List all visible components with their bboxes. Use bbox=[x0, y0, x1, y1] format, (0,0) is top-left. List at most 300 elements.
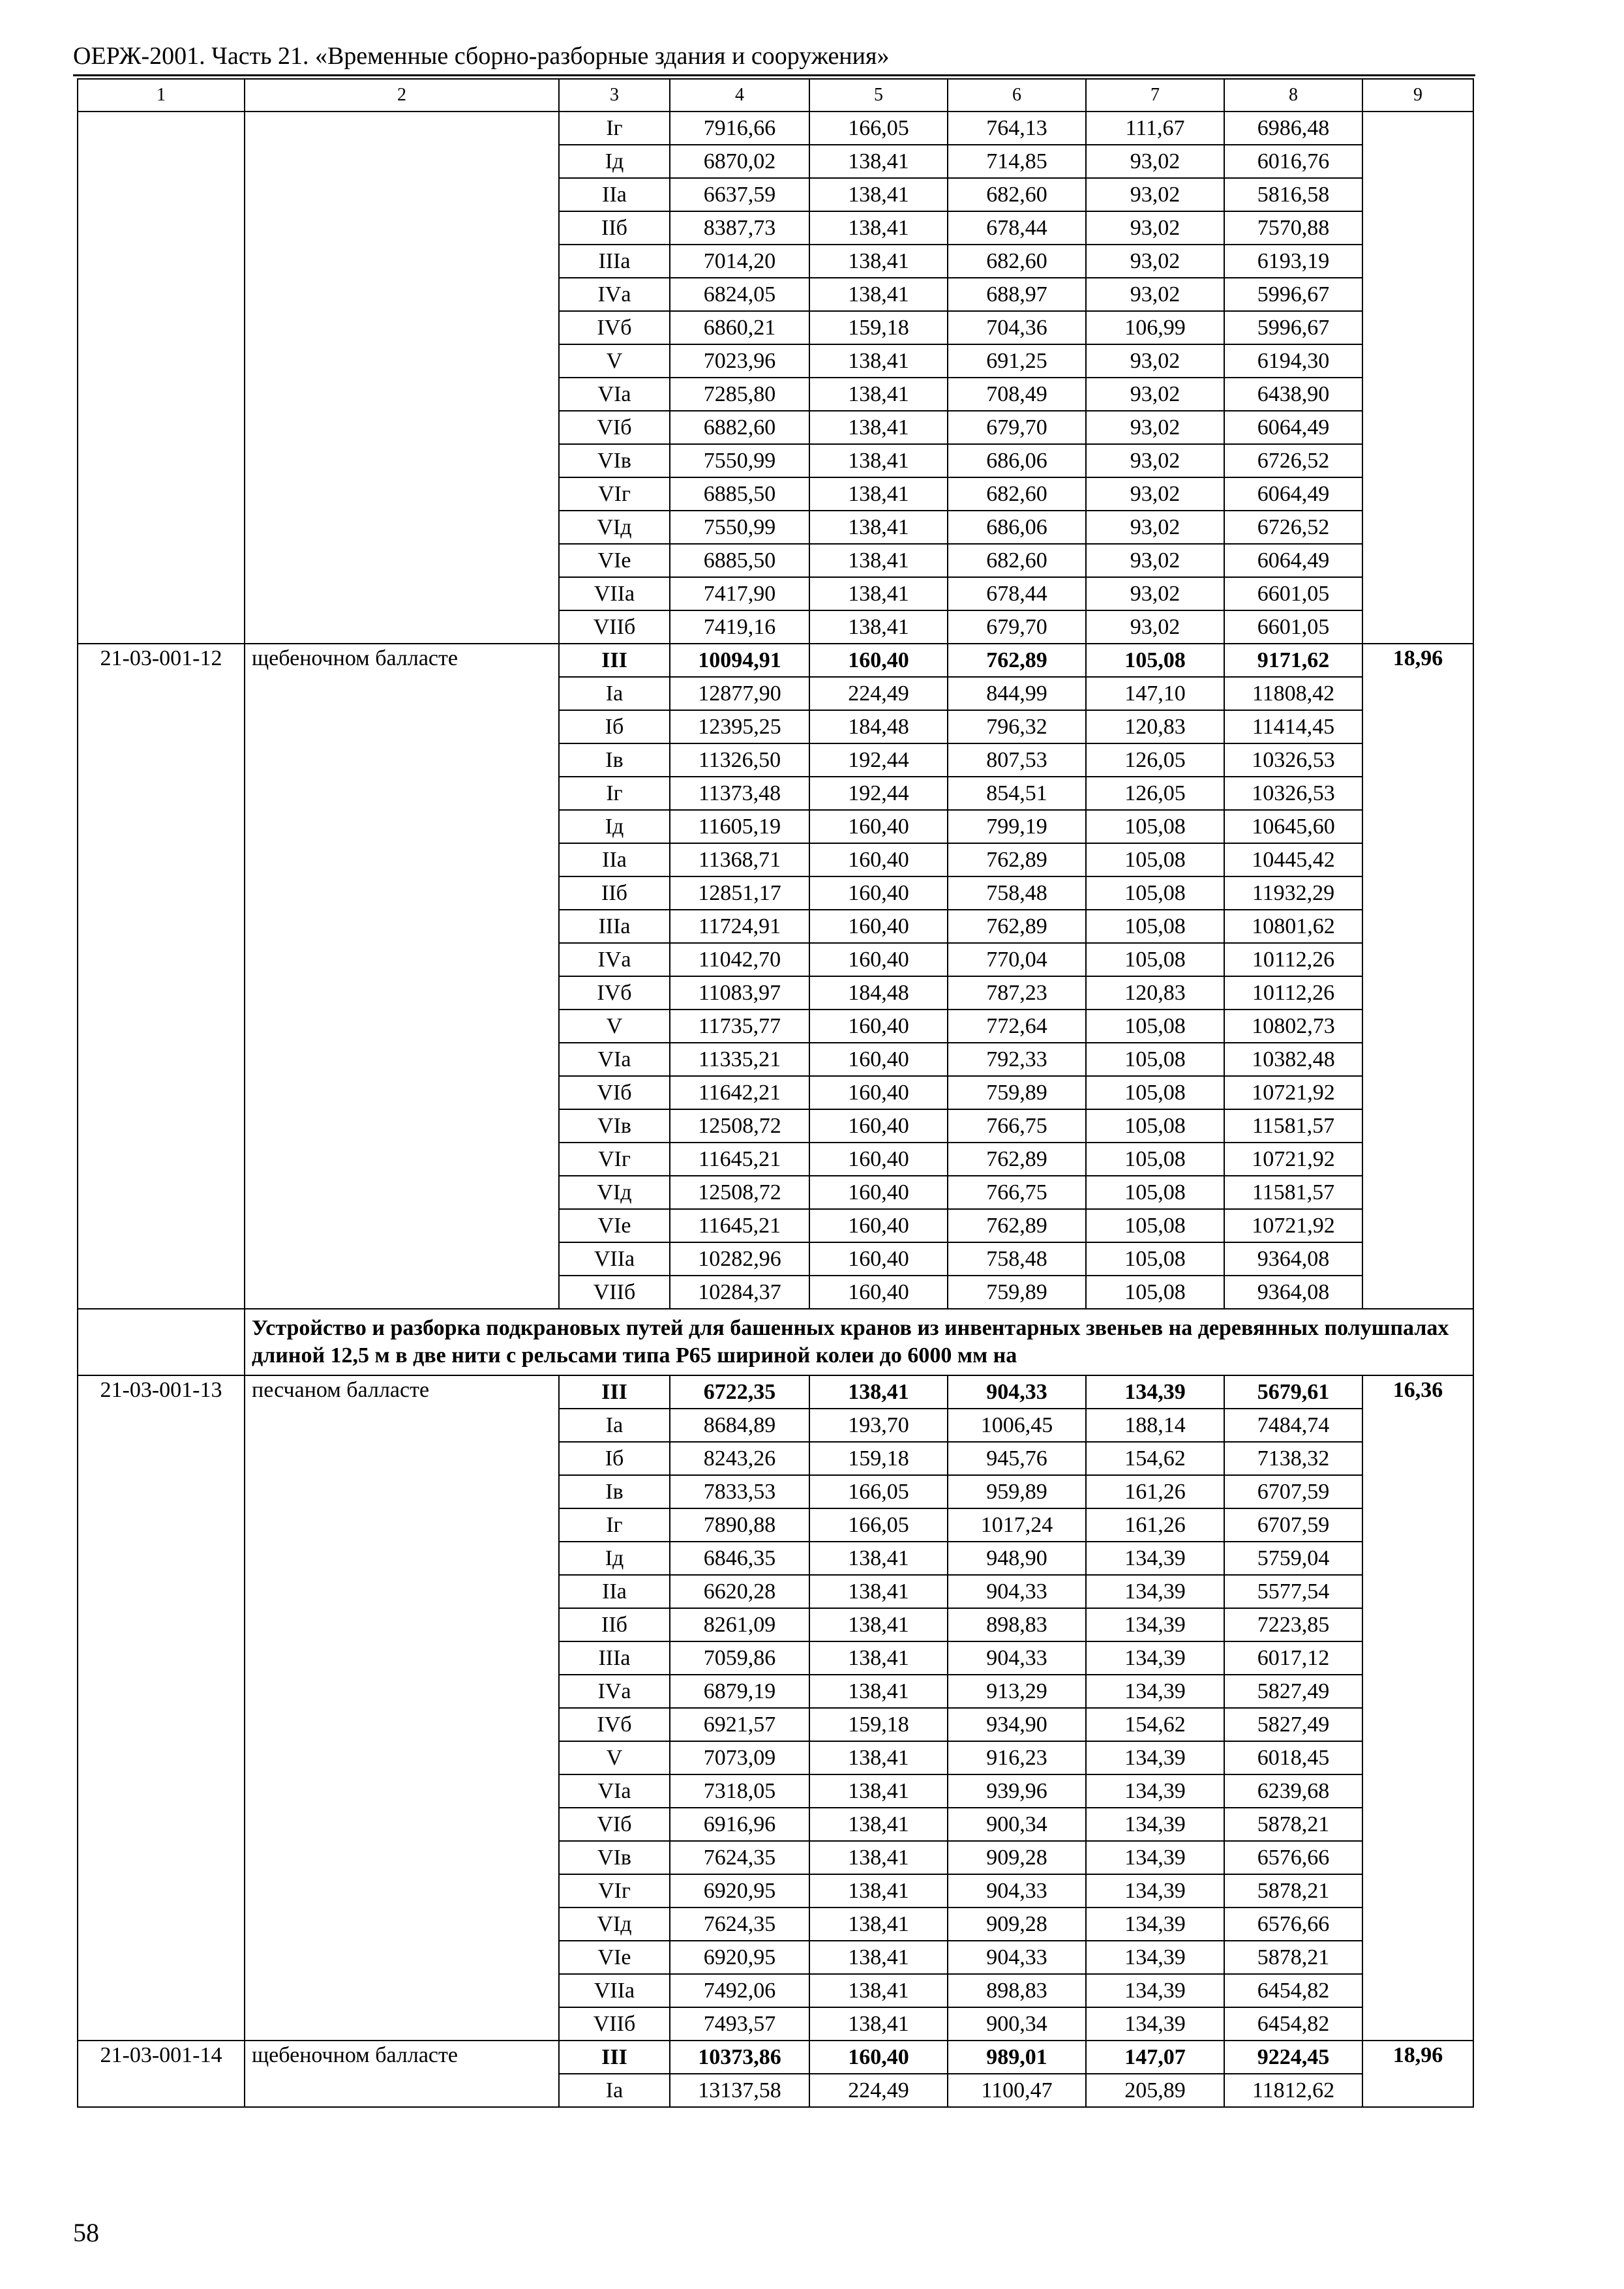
table-row bbox=[78, 644, 1473, 677]
value-cell: 1017,24 bbox=[948, 1508, 1086, 1542]
work-description: щебеночном балласте bbox=[245, 2041, 559, 2107]
value-cell: 105,08 bbox=[1086, 1109, 1224, 1143]
value-cell: 10721,92 bbox=[1224, 1076, 1362, 1109]
value-cell: 686,06 bbox=[948, 444, 1086, 477]
work-description bbox=[245, 112, 559, 644]
value-cell: 10326,53 bbox=[1224, 777, 1362, 810]
value-cell: 11735,77 bbox=[670, 1010, 809, 1043]
value-cell: 6879,19 bbox=[670, 1675, 809, 1708]
value-cell: 6454,82 bbox=[1224, 1974, 1362, 2007]
zone-cell: IIа bbox=[559, 1575, 670, 1608]
value-cell: 759,89 bbox=[948, 1076, 1086, 1109]
value-cell: 714,85 bbox=[948, 145, 1086, 178]
value-cell: 7059,86 bbox=[670, 1641, 809, 1675]
value-cell: 799,19 bbox=[948, 810, 1086, 843]
value-cell: 147,07 bbox=[1086, 2041, 1224, 2074]
value-cell: 138,41 bbox=[809, 1575, 948, 1608]
zone-cell: VIг bbox=[559, 477, 670, 511]
zone-cell: IIIа bbox=[559, 910, 670, 943]
zone-cell: III bbox=[559, 2041, 670, 2074]
value-cell: 138,41 bbox=[809, 211, 948, 245]
value-cell: 11812,62 bbox=[1224, 2074, 1362, 2107]
value-cell: 12877,90 bbox=[670, 677, 809, 710]
value-cell: 6438,90 bbox=[1224, 378, 1362, 411]
value-cell: 134,39 bbox=[1086, 1908, 1224, 1941]
value-cell: 6860,21 bbox=[670, 311, 809, 344]
header-divider bbox=[73, 74, 1475, 76]
zone-cell: VIIб bbox=[559, 2007, 670, 2041]
value-cell: 6726,52 bbox=[1224, 444, 1362, 477]
zone-cell: Iа bbox=[559, 1409, 670, 1442]
value-cell: 11581,57 bbox=[1224, 1109, 1362, 1143]
value-cell: 134,39 bbox=[1086, 1974, 1224, 2007]
value-cell: 138,41 bbox=[809, 2007, 948, 2041]
value-cell: 134,39 bbox=[1086, 1641, 1224, 1675]
value-cell: 134,39 bbox=[1086, 1575, 1224, 1608]
value-cell: 10645,60 bbox=[1224, 810, 1362, 843]
value-cell: 5577,54 bbox=[1224, 1575, 1362, 1608]
value-cell: 93,02 bbox=[1086, 477, 1224, 511]
value-cell: 7073,09 bbox=[670, 1741, 809, 1774]
coefficient-cell bbox=[1362, 112, 1473, 644]
value-cell: 10112,26 bbox=[1224, 943, 1362, 976]
zone-cell: IVб bbox=[559, 311, 670, 344]
value-cell: 6707,59 bbox=[1224, 1508, 1362, 1542]
value-cell: 5679,61 bbox=[1224, 1375, 1362, 1409]
value-cell: 126,05 bbox=[1086, 743, 1224, 777]
value-cell: 1100,47 bbox=[948, 2074, 1086, 2107]
value-cell: 160,40 bbox=[809, 876, 948, 910]
value-cell: 904,33 bbox=[948, 1575, 1086, 1608]
column-header: 9 bbox=[1362, 79, 1473, 112]
value-cell: 764,13 bbox=[948, 112, 1086, 145]
value-cell: 11326,50 bbox=[670, 743, 809, 777]
value-cell: 900,34 bbox=[948, 1808, 1086, 1841]
value-cell: 105,08 bbox=[1086, 1043, 1224, 1076]
column-number-row bbox=[78, 79, 1473, 112]
value-cell: 6885,50 bbox=[670, 544, 809, 577]
value-cell: 5827,49 bbox=[1224, 1675, 1362, 1708]
value-cell: 105,08 bbox=[1086, 1176, 1224, 1209]
value-cell: 138,41 bbox=[809, 477, 948, 511]
value-cell: 93,02 bbox=[1086, 511, 1224, 544]
value-cell: 7223,85 bbox=[1224, 1608, 1362, 1641]
value-cell: 134,39 bbox=[1086, 1941, 1224, 1974]
zone-cell: V bbox=[559, 1010, 670, 1043]
value-cell: 10282,96 bbox=[670, 1242, 809, 1276]
column-header: 6 bbox=[948, 79, 1086, 112]
value-cell: 93,02 bbox=[1086, 544, 1224, 577]
value-cell: 6916,96 bbox=[670, 1808, 809, 1841]
value-cell: 159,18 bbox=[809, 311, 948, 344]
zone-cell: IIб bbox=[559, 1608, 670, 1641]
value-cell: 93,02 bbox=[1086, 411, 1224, 444]
value-cell: 134,39 bbox=[1086, 1808, 1224, 1841]
value-cell: 916,23 bbox=[948, 1741, 1086, 1774]
zone-cell: IIб bbox=[559, 211, 670, 245]
value-cell: 160,40 bbox=[809, 1242, 948, 1276]
value-cell: 11645,21 bbox=[670, 1209, 809, 1242]
column-header: 5 bbox=[809, 79, 948, 112]
zone-cell: VIа bbox=[559, 1043, 670, 1076]
zone-cell: Iг bbox=[559, 777, 670, 810]
value-cell: 762,89 bbox=[948, 1143, 1086, 1176]
zone-cell: VIв bbox=[559, 444, 670, 477]
value-cell: 898,83 bbox=[948, 1608, 1086, 1641]
value-cell: 166,05 bbox=[809, 112, 948, 145]
value-cell: 105,08 bbox=[1086, 1209, 1224, 1242]
column-header: 7 bbox=[1086, 79, 1224, 112]
value-cell: 678,44 bbox=[948, 211, 1086, 245]
value-cell: 9364,08 bbox=[1224, 1242, 1362, 1276]
value-cell: 105,08 bbox=[1086, 843, 1224, 876]
value-cell: 6707,59 bbox=[1224, 1475, 1362, 1508]
column-header: 8 bbox=[1224, 79, 1362, 112]
coefficient-cell: 16,36 bbox=[1362, 1375, 1473, 2041]
section-heading: Устройство и разборка подкрановых путей для башенных кранов из инвентарных звеньев на деревянных полушпалах длиной 12,5 м в две нити с рельсами типа Р65 шириной колеи до 6000 мм на bbox=[245, 1309, 1473, 1375]
value-cell: 6576,66 bbox=[1224, 1841, 1362, 1874]
section-heading-row bbox=[78, 1309, 1473, 1375]
value-cell: 9224,45 bbox=[1224, 2041, 1362, 2074]
zone-cell: Iд bbox=[559, 145, 670, 178]
value-cell: 138,41 bbox=[809, 1542, 948, 1575]
table-row bbox=[78, 112, 1473, 145]
value-cell: 138,41 bbox=[809, 1375, 948, 1409]
value-cell: 93,02 bbox=[1086, 444, 1224, 477]
value-cell: 138,41 bbox=[809, 1641, 948, 1675]
value-cell: 138,41 bbox=[809, 344, 948, 378]
page-header: ОЕРЖ-2001. Часть 21. «Временные сборно-разборные здания и сооружения» bbox=[73, 42, 890, 70]
value-cell: 166,05 bbox=[809, 1475, 948, 1508]
value-cell: 159,18 bbox=[809, 1442, 948, 1475]
column-header: 2 bbox=[245, 79, 559, 112]
value-cell: 160,40 bbox=[809, 1276, 948, 1309]
value-cell: 224,49 bbox=[809, 677, 948, 710]
value-cell: 105,08 bbox=[1086, 1010, 1224, 1043]
value-cell: 762,89 bbox=[948, 1209, 1086, 1242]
value-cell: 6193,19 bbox=[1224, 245, 1362, 278]
value-cell: 904,33 bbox=[948, 1874, 1086, 1908]
value-cell: 106,99 bbox=[1086, 311, 1224, 344]
value-cell: 758,48 bbox=[948, 1242, 1086, 1276]
column-header: 1 bbox=[78, 79, 245, 112]
value-cell: 10721,92 bbox=[1224, 1209, 1362, 1242]
value-cell: 13137,58 bbox=[670, 2074, 809, 2107]
value-cell: 138,41 bbox=[809, 145, 948, 178]
value-cell: 147,10 bbox=[1086, 677, 1224, 710]
zone-cell: VIд bbox=[559, 1908, 670, 1941]
value-cell: 134,39 bbox=[1086, 1874, 1224, 1908]
value-cell: 11373,48 bbox=[670, 777, 809, 810]
value-cell: 105,08 bbox=[1086, 644, 1224, 677]
value-cell: 989,01 bbox=[948, 2041, 1086, 2074]
value-cell: 6017,12 bbox=[1224, 1641, 1362, 1675]
value-cell: 138,41 bbox=[809, 1974, 948, 2007]
value-cell: 93,02 bbox=[1086, 245, 1224, 278]
value-cell: 154,62 bbox=[1086, 1708, 1224, 1741]
value-cell: 6885,50 bbox=[670, 477, 809, 511]
value-cell: 6920,95 bbox=[670, 1941, 809, 1974]
value-cell: 7550,99 bbox=[670, 511, 809, 544]
value-cell: 192,44 bbox=[809, 777, 948, 810]
work-description: щебеночном балласте bbox=[245, 644, 559, 1309]
zone-cell: VIа bbox=[559, 1774, 670, 1808]
value-cell: 807,53 bbox=[948, 743, 1086, 777]
value-cell: 6824,05 bbox=[670, 278, 809, 311]
value-cell: 7833,53 bbox=[670, 1475, 809, 1508]
value-cell: 138,41 bbox=[809, 1908, 948, 1941]
value-cell: 126,05 bbox=[1086, 777, 1224, 810]
value-cell: 11581,57 bbox=[1224, 1176, 1362, 1209]
zone-cell: VIIа bbox=[559, 1242, 670, 1276]
coefficient-cell: 18,96 bbox=[1362, 644, 1473, 1309]
value-cell: 7417,90 bbox=[670, 577, 809, 610]
value-cell: 1006,45 bbox=[948, 1409, 1086, 1442]
value-cell: 93,02 bbox=[1086, 211, 1224, 245]
value-cell: 679,70 bbox=[948, 411, 1086, 444]
value-cell: 7493,57 bbox=[670, 2007, 809, 2041]
zone-cell: V bbox=[559, 1741, 670, 1774]
zone-cell: VIд bbox=[559, 511, 670, 544]
value-cell: 10326,53 bbox=[1224, 743, 1362, 777]
value-cell: 948,90 bbox=[948, 1542, 1086, 1575]
value-cell: 909,28 bbox=[948, 1841, 1086, 1874]
value-cell: 138,41 bbox=[809, 610, 948, 644]
zone-cell: III bbox=[559, 1375, 670, 1409]
value-cell: 160,40 bbox=[809, 910, 948, 943]
value-cell: 6064,49 bbox=[1224, 544, 1362, 577]
value-cell: 844,99 bbox=[948, 677, 1086, 710]
zone-cell: IIIа bbox=[559, 245, 670, 278]
value-cell: 6920,95 bbox=[670, 1874, 809, 1908]
value-cell: 188,14 bbox=[1086, 1409, 1224, 1442]
column-header: 4 bbox=[670, 79, 809, 112]
zone-cell: VIг bbox=[559, 1874, 670, 1908]
value-cell: 10094,91 bbox=[670, 644, 809, 677]
value-cell: 934,90 bbox=[948, 1708, 1086, 1741]
zone-cell: Iв bbox=[559, 1475, 670, 1508]
value-cell: 138,41 bbox=[809, 544, 948, 577]
value-cell: 166,05 bbox=[809, 1508, 948, 1542]
value-cell: 679,70 bbox=[948, 610, 1086, 644]
value-cell: 8243,26 bbox=[670, 1442, 809, 1475]
value-cell: 682,60 bbox=[948, 178, 1086, 211]
value-cell: 6870,02 bbox=[670, 145, 809, 178]
value-cell: 11932,29 bbox=[1224, 876, 1362, 910]
value-cell: 7550,99 bbox=[670, 444, 809, 477]
value-cell: 6018,45 bbox=[1224, 1741, 1362, 1774]
value-cell: 5878,21 bbox=[1224, 1808, 1362, 1841]
value-cell: 138,41 bbox=[809, 245, 948, 278]
zone-cell: IVа bbox=[559, 943, 670, 976]
value-cell: 909,28 bbox=[948, 1908, 1086, 1941]
value-cell: 138,41 bbox=[809, 1741, 948, 1774]
coefficient-cell: 18,96 bbox=[1362, 2041, 1473, 2107]
value-cell: 6064,49 bbox=[1224, 411, 1362, 444]
value-cell: 11083,97 bbox=[670, 976, 809, 1010]
value-cell: 7890,88 bbox=[670, 1508, 809, 1542]
zone-cell: Iб bbox=[559, 710, 670, 743]
value-cell: 134,39 bbox=[1086, 1741, 1224, 1774]
value-cell: 205,89 bbox=[1086, 2074, 1224, 2107]
zone-cell: VIд bbox=[559, 1176, 670, 1209]
value-cell: 10801,62 bbox=[1224, 910, 1362, 943]
value-cell: 8261,09 bbox=[670, 1608, 809, 1641]
zone-cell: Iа bbox=[559, 2074, 670, 2107]
value-cell: 7624,35 bbox=[670, 1908, 809, 1941]
value-cell: 11042,70 bbox=[670, 943, 809, 976]
zone-cell: VIе bbox=[559, 544, 670, 577]
value-cell: 11645,21 bbox=[670, 1143, 809, 1176]
value-cell: 762,89 bbox=[948, 843, 1086, 876]
value-cell: 5759,04 bbox=[1224, 1542, 1362, 1575]
zone-cell: VIб bbox=[559, 1808, 670, 1841]
value-cell: 7138,32 bbox=[1224, 1442, 1362, 1475]
value-cell: 5996,67 bbox=[1224, 278, 1362, 311]
value-cell: 7492,06 bbox=[670, 1974, 809, 2007]
value-cell: 939,96 bbox=[948, 1774, 1086, 1808]
zone-cell: V bbox=[559, 344, 670, 378]
value-cell: 5878,21 bbox=[1224, 1941, 1362, 1974]
value-cell: 120,83 bbox=[1086, 976, 1224, 1010]
value-cell: 184,48 bbox=[809, 710, 948, 743]
value-cell: 904,33 bbox=[948, 1375, 1086, 1409]
value-cell: 138,41 bbox=[809, 1941, 948, 1974]
value-cell: 93,02 bbox=[1086, 378, 1224, 411]
value-cell: 766,75 bbox=[948, 1109, 1086, 1143]
value-cell: 160,40 bbox=[809, 810, 948, 843]
value-cell: 898,83 bbox=[948, 1974, 1086, 2007]
value-cell: 12851,17 bbox=[670, 876, 809, 910]
value-cell: 12508,72 bbox=[670, 1109, 809, 1143]
zone-cell: III bbox=[559, 644, 670, 677]
value-cell: 160,40 bbox=[809, 1076, 948, 1109]
value-cell: 704,36 bbox=[948, 311, 1086, 344]
value-cell: 6722,35 bbox=[670, 1375, 809, 1409]
value-cell: 6620,28 bbox=[670, 1575, 809, 1608]
value-cell: 134,39 bbox=[1086, 2007, 1224, 2041]
value-cell: 138,41 bbox=[809, 278, 948, 311]
value-cell: 6239,68 bbox=[1224, 1774, 1362, 1808]
value-cell: 759,89 bbox=[948, 1276, 1086, 1309]
value-cell: 12395,25 bbox=[670, 710, 809, 743]
value-cell: 945,76 bbox=[948, 1442, 1086, 1475]
zone-cell: VIIа bbox=[559, 1974, 670, 2007]
value-cell: 93,02 bbox=[1086, 610, 1224, 644]
value-cell: 6454,82 bbox=[1224, 2007, 1362, 2041]
zone-cell: Iд bbox=[559, 1542, 670, 1575]
value-cell: 120,83 bbox=[1086, 710, 1224, 743]
value-cell: 6064,49 bbox=[1224, 477, 1362, 511]
value-cell: 138,41 bbox=[809, 178, 948, 211]
zone-cell: IIб bbox=[559, 876, 670, 910]
value-cell: 6601,05 bbox=[1224, 577, 1362, 610]
value-cell: 770,04 bbox=[948, 943, 1086, 976]
value-cell: 904,33 bbox=[948, 1641, 1086, 1675]
value-cell: 682,60 bbox=[948, 245, 1086, 278]
value-cell: 5816,58 bbox=[1224, 178, 1362, 211]
value-cell: 11414,45 bbox=[1224, 710, 1362, 743]
value-cell: 6986,48 bbox=[1224, 112, 1362, 145]
zone-cell: VIIа bbox=[559, 577, 670, 610]
rate-code: 21-03-001-13 bbox=[78, 1375, 245, 2041]
rates-table bbox=[77, 78, 1474, 2108]
value-cell: 959,89 bbox=[948, 1475, 1086, 1508]
value-cell: 5827,49 bbox=[1224, 1708, 1362, 1741]
zone-cell: VIа bbox=[559, 378, 670, 411]
value-cell: 6576,66 bbox=[1224, 1908, 1362, 1941]
value-cell: 7318,05 bbox=[670, 1774, 809, 1808]
value-cell: 11335,21 bbox=[670, 1043, 809, 1076]
value-cell: 160,40 bbox=[809, 2041, 948, 2074]
zone-cell: IVа bbox=[559, 1675, 670, 1708]
zone-cell: IIа bbox=[559, 843, 670, 876]
zone-cell: Iг bbox=[559, 1508, 670, 1542]
value-cell: 184,48 bbox=[809, 976, 948, 1010]
value-cell: 138,41 bbox=[809, 1808, 948, 1841]
zone-cell: VIIб bbox=[559, 1276, 670, 1309]
zone-cell: IVа bbox=[559, 278, 670, 311]
value-cell: 11808,42 bbox=[1224, 677, 1362, 710]
value-cell: 138,41 bbox=[809, 1675, 948, 1708]
value-cell: 682,60 bbox=[948, 544, 1086, 577]
value-cell: 105,08 bbox=[1086, 910, 1224, 943]
value-cell: 5878,21 bbox=[1224, 1874, 1362, 1908]
value-cell: 10721,92 bbox=[1224, 1143, 1362, 1176]
value-cell: 138,41 bbox=[809, 411, 948, 444]
value-cell: 7570,88 bbox=[1224, 211, 1362, 245]
value-cell: 11368,71 bbox=[670, 843, 809, 876]
value-cell: 93,02 bbox=[1086, 145, 1224, 178]
zone-cell: VIв bbox=[559, 1841, 670, 1874]
value-cell: 6726,52 bbox=[1224, 511, 1362, 544]
value-cell: 193,70 bbox=[809, 1409, 948, 1442]
value-cell: 708,49 bbox=[948, 378, 1086, 411]
page-number: 58 bbox=[73, 2218, 99, 2247]
value-cell: 138,41 bbox=[809, 577, 948, 610]
value-cell: 160,40 bbox=[809, 1176, 948, 1209]
value-cell: 7624,35 bbox=[670, 1841, 809, 1874]
value-cell: 161,26 bbox=[1086, 1508, 1224, 1542]
value-cell: 900,34 bbox=[948, 2007, 1086, 2041]
value-cell: 93,02 bbox=[1086, 278, 1224, 311]
value-cell: 93,02 bbox=[1086, 577, 1224, 610]
value-cell: 8684,89 bbox=[670, 1409, 809, 1442]
value-cell: 134,39 bbox=[1086, 1375, 1224, 1409]
value-cell: 105,08 bbox=[1086, 943, 1224, 976]
table-row bbox=[78, 2041, 1473, 2074]
value-cell: 9171,62 bbox=[1224, 644, 1362, 677]
rate-code: 21-03-001-14 bbox=[78, 2041, 245, 2107]
value-cell: 138,41 bbox=[809, 1841, 948, 1874]
table-body bbox=[78, 112, 1473, 2107]
value-cell: 10284,37 bbox=[670, 1276, 809, 1309]
value-cell: 159,18 bbox=[809, 1708, 948, 1741]
value-cell: 686,06 bbox=[948, 511, 1086, 544]
value-cell: 10445,42 bbox=[1224, 843, 1362, 876]
value-cell: 854,51 bbox=[948, 777, 1086, 810]
value-cell: 772,64 bbox=[948, 1010, 1086, 1043]
work-description: песчаном балласте bbox=[245, 1375, 559, 2041]
zone-cell: VIе bbox=[559, 1209, 670, 1242]
zone-cell: Iг bbox=[559, 112, 670, 145]
table-row bbox=[78, 1375, 1473, 1409]
value-cell: 160,40 bbox=[809, 1109, 948, 1143]
value-cell: 7014,20 bbox=[670, 245, 809, 278]
value-cell: 6921,57 bbox=[670, 1708, 809, 1741]
value-cell: 160,40 bbox=[809, 1143, 948, 1176]
value-cell: 787,23 bbox=[948, 976, 1086, 1010]
